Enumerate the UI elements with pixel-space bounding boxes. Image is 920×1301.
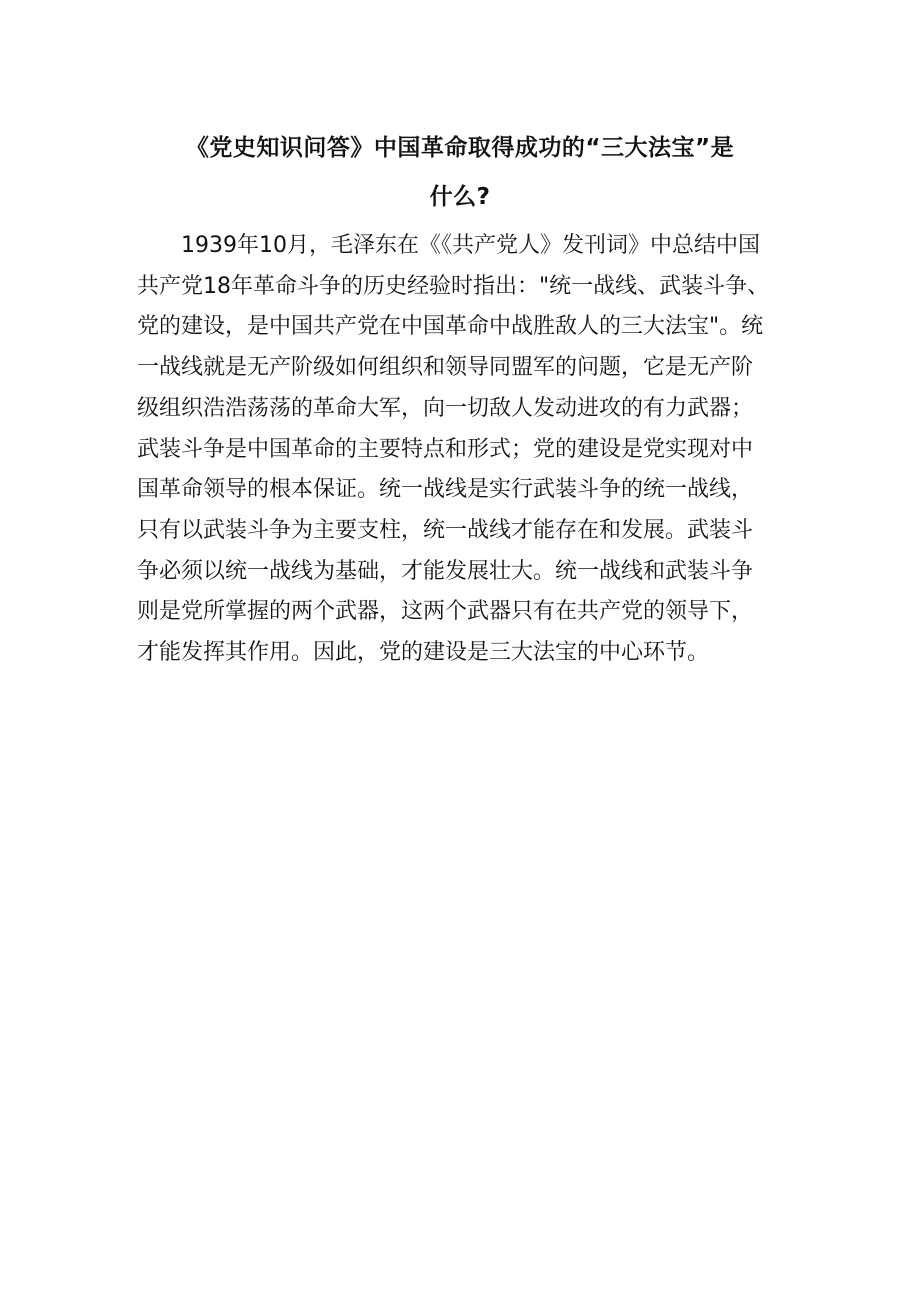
paragraph-line: 一战线就是无产阶级如何组织和领导同盟军的问题，它是无产阶 (137, 355, 754, 381)
paragraph-line: 才能发挥其作用。因此，党的建设是三大法宝的中心环节。 (137, 640, 710, 666)
paragraph-line: 则是党所掌握的两个武器，这两个武器只有在共产党的领导下， (137, 599, 754, 625)
body-paragraph (137, 226, 797, 674)
paragraph-line: 国革命领导的根本保证。统一战线是实行武装斗争的统一战线， (137, 477, 754, 503)
paragraph-line: 1939年10月，毛泽东在《《共产党人》发刊词》中总结中国 (181, 233, 760, 258)
paragraph-line: 级组织浩浩荡荡的革命大军，向一切敌人发动进攻的有力武器； (137, 395, 754, 421)
title-line: 什么? (429, 184, 491, 210)
document-title (150, 124, 770, 222)
paragraph-line: 党的建设，是中国共产党在中国革命中战胜敌人的三大法宝"。统 (137, 314, 764, 340)
paragraph-line: 争必须以统一战线为基础，才能发展壮大。统一战线和武装斗争 (137, 558, 754, 584)
paragraph-line: 只有以武装斗争为主要支柱，统一战线才能存在和发展。武装斗 (137, 517, 754, 543)
paragraph-line: 共产党18年革命斗争的历史经验时指出："统一战线、武装斗争、 (137, 273, 770, 299)
title-line: 《党史知识问答》中国革命取得成功的“三大法宝”是 (185, 135, 735, 161)
paragraph-line: 武装斗争是中国革命的主要特点和形式；党的建设是党实现对中 (137, 436, 754, 462)
